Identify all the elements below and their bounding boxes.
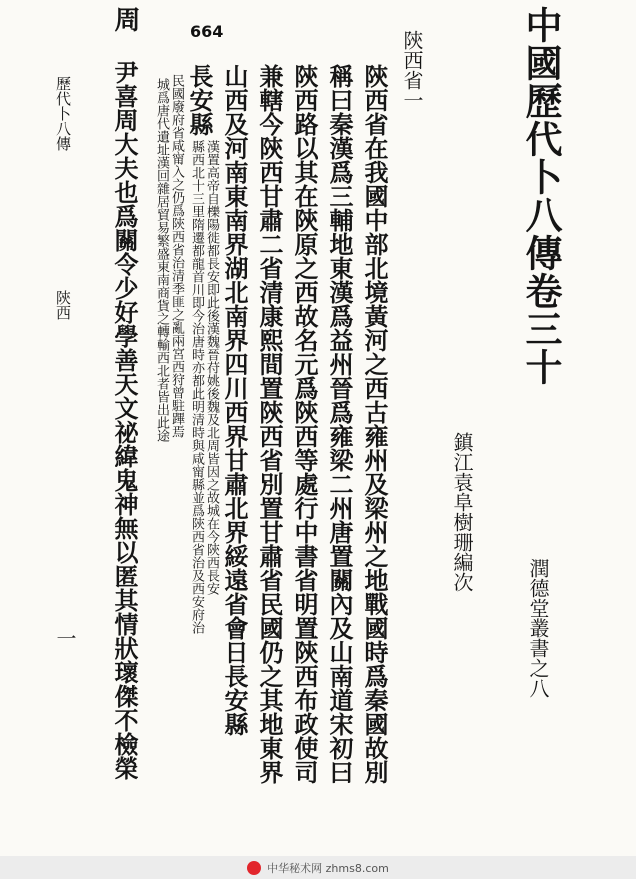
county-heading: 長安縣 (185, 64, 214, 136)
author-credit: 鎮江袁阜樹珊編次 (450, 432, 474, 592)
footer-page-mark: 一 (53, 628, 77, 648)
main-text-line: 山西及河南東南界湖北南界四川西界甘肅北界綏遠省會日長安縣 (220, 64, 249, 736)
annotation-line: 縣西北十三里隋遷都龍首川即今治唐時亦都此明清時與咸甯縣並爲陝西省治及西安府治 (189, 140, 204, 634)
site-watermark (0, 856, 636, 879)
annotation-line: 漢置高帝自櫟陽徙都長安即此後漢魏晉苻姚後魏及北周皆因之故城在今陝西長安 (204, 140, 219, 595)
series-label: 潤德堂叢書之八 (526, 558, 550, 698)
section-heading: 陝西省一 (400, 30, 424, 110)
page-number: 664 (190, 22, 224, 41)
main-text-line: 陝西省在我國中部北境黃河之西古雍州及梁州之地戰國時爲秦國故別 (360, 64, 389, 784)
footer-book-title: 歷代卜八傳 (54, 76, 72, 151)
annotation-line: 城爲唐代遺址漢回雜居貿易繁盛東南商貨之轉輸西北者皆出此途 (154, 78, 169, 442)
footer-region: 陝西 (54, 290, 72, 320)
watermark-text: 中华秘术网 zhms8.com (267, 861, 389, 875)
main-text-line: 稱曰秦漢爲三輔地東漢爲益州晉爲雍梁二州唐置關內及山南道宋初曰 (325, 64, 354, 784)
annotation-line: 民國廢府省咸甯入之仍爲陝西省治清季匪之亂兩宮西狩曾駐蹕焉 (169, 74, 184, 438)
main-text-line: 陝西路以其在陝原之西故名元爲陝西等處行中書省明置陝西布政使司 (290, 64, 319, 784)
red-circle-logo-icon (247, 861, 261, 875)
main-text-line: 兼轄今陝西甘肅二省清康熙間置陝西省別置甘肅省民國仍之其地東界 (255, 64, 284, 784)
biography-line: 尹喜周大夫也爲關令少好學善天文祕緯鬼神無以匿其情狀瓌傑不檢榮 (110, 60, 139, 780)
dynasty-heading: 周 (110, 6, 140, 32)
book-title: 中國歷代卜八傳卷三十 (519, 6, 563, 386)
